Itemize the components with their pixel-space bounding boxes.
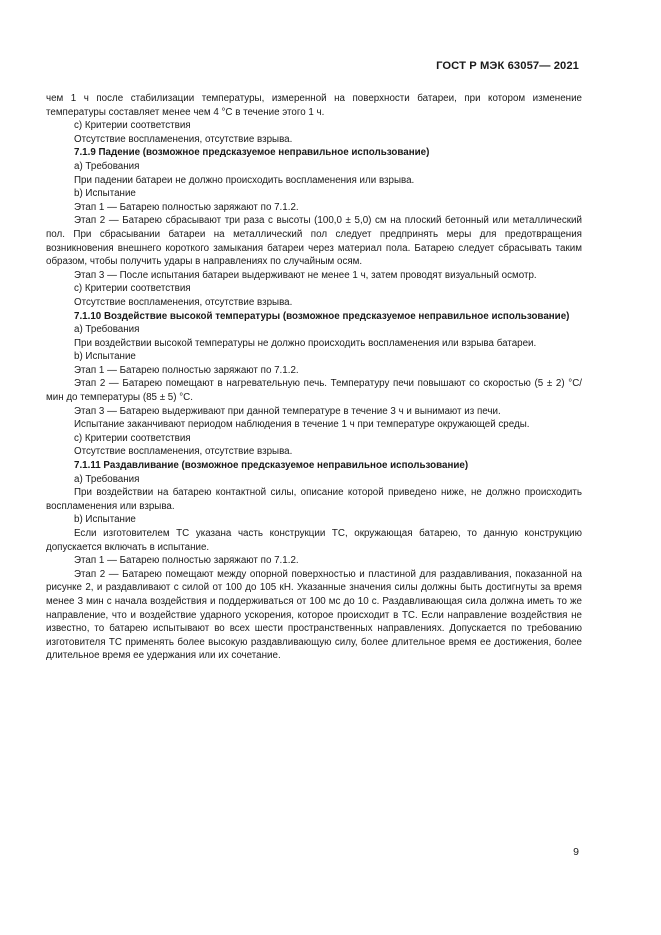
body-paragraph: а) Требования	[74, 473, 140, 485]
section-heading: 7.1.11 Раздавливание (возможное предсказуемое неправильное использование)	[74, 460, 469, 472]
body-paragraph: Этап 2 — Батарею помещают в нагревательную печь. Температуру печи повышают со скоростью (5 ± 2) °С/мин до температуры (85 ± 5) °С.	[46, 378, 582, 404]
document-standard-header: ГОСТ Р МЭК 63057— 2021	[436, 60, 579, 72]
section-heading: 7.1.9 Падение (возможное предсказуемое неправильное использование)	[74, 147, 430, 159]
body-paragraph: Этап 3 — После испытания батареи выдерживают не менее 1 ч, затем проводят визуальный осмотр.	[74, 269, 537, 281]
body-paragraph: При воздействии на батарею контактной силы, описание которой приведено ниже, не должно происходить воспламенения или взрыва.	[46, 487, 582, 512]
body-paragraph: а) Требования	[74, 324, 140, 336]
body-paragraph: с) Критерии соответствия	[74, 432, 191, 444]
body-paragraph: Этап 2 — Батарею помещают между опорной поверхностью и пластиной для раздавливания, показанной на рисунке 2, и раздавливают с силой от 100 до 105 кН. Указанные значения силы должны быть достигнуты за время менее 3 мин с начала воздействия и поддерживаться от 100 мс до 10 с. Раздавливающая сила должна иметь то же направление, что и воздействие ударного ускорения, которое происходит в ТС. Если направление воздействия не известно, то батарею испытывают во всех шести пространственных направлениях. Допускается по требованию изготовителя ТС применять более высокую раздавливающую силу, более длительное время ее достижения, более длительное время ее удержания или их сочетание.	[46, 568, 582, 662]
body-paragraph: Испытание заканчивают периодом наблюдения в течение 1 ч при температуре окружающей среды.	[74, 419, 530, 431]
body-paragraph: При падении батареи не должно происходить воспламенения или взрыва.	[74, 174, 415, 186]
body-paragraph: чем 1 ч после стабилизации температуры, измеренной на поверхности батареи, при котором изменение температуры составляет менее чем 4 °С в течение этого 1 ч.	[46, 93, 582, 118]
body-paragraph: с) Критерии соответствия	[74, 120, 191, 132]
page-number: 9	[573, 846, 579, 858]
body-paragraph: Отсутствие воспламенения, отсутствие взрыва.	[74, 296, 293, 308]
body-paragraph: Этап 1 — Батарею полностью заряжают по 7.1.2.	[74, 364, 299, 376]
body-paragraph: Если изготовителем ТС указана часть конструкции ТС, окружающая батарею, то данную конструкцию допускается включать в испытание.	[46, 528, 582, 553]
body-paragraph: с) Критерии соответствия	[74, 283, 191, 295]
body-paragraph: Этап 2 — Батарею сбрасывают три раза с высоты (100,0 ± 5,0) см на плоский бетонный или металлический пол. При сбрасывании батареи на металлический пол следует предпринять меры для предотвращения возникновения внешнего короткого замыкания батареи через материал пола. Батарею следует сбрасывать таким образом, чтобы получить удары в направлениях по случайным осям.	[46, 215, 582, 268]
body-paragraph: Отсутствие воспламенения, отсутствие взрыва.	[74, 133, 293, 145]
body-paragraph: Этап 1 — Батарею полностью заряжают по 7.1.2.	[74, 201, 299, 213]
body-paragraph: b) Испытание	[74, 351, 136, 363]
body-paragraph: При воздействии высокой температуры не должно происходить воспламенения или взрыва батареи.	[74, 337, 537, 349]
body-paragraph: Отсутствие воспламенения, отсутствие взрыва.	[74, 446, 293, 458]
body-paragraph: b) Испытание	[74, 188, 136, 200]
body-paragraph: а) Требования	[74, 160, 140, 172]
document-body	[46, 92, 582, 663]
body-paragraph: Этап 1 — Батарею полностью заряжают по 7.1.2.	[74, 555, 299, 567]
section-heading: 7.1.10 Воздействие высокой температуры (возможное предсказуемое неправильное использование)	[74, 310, 570, 322]
body-paragraph: b) Испытание	[74, 514, 136, 526]
body-paragraph: Этап 3 — Батарею выдерживают при данной температуре в течение 3 ч и вынимают из печи.	[74, 405, 501, 417]
